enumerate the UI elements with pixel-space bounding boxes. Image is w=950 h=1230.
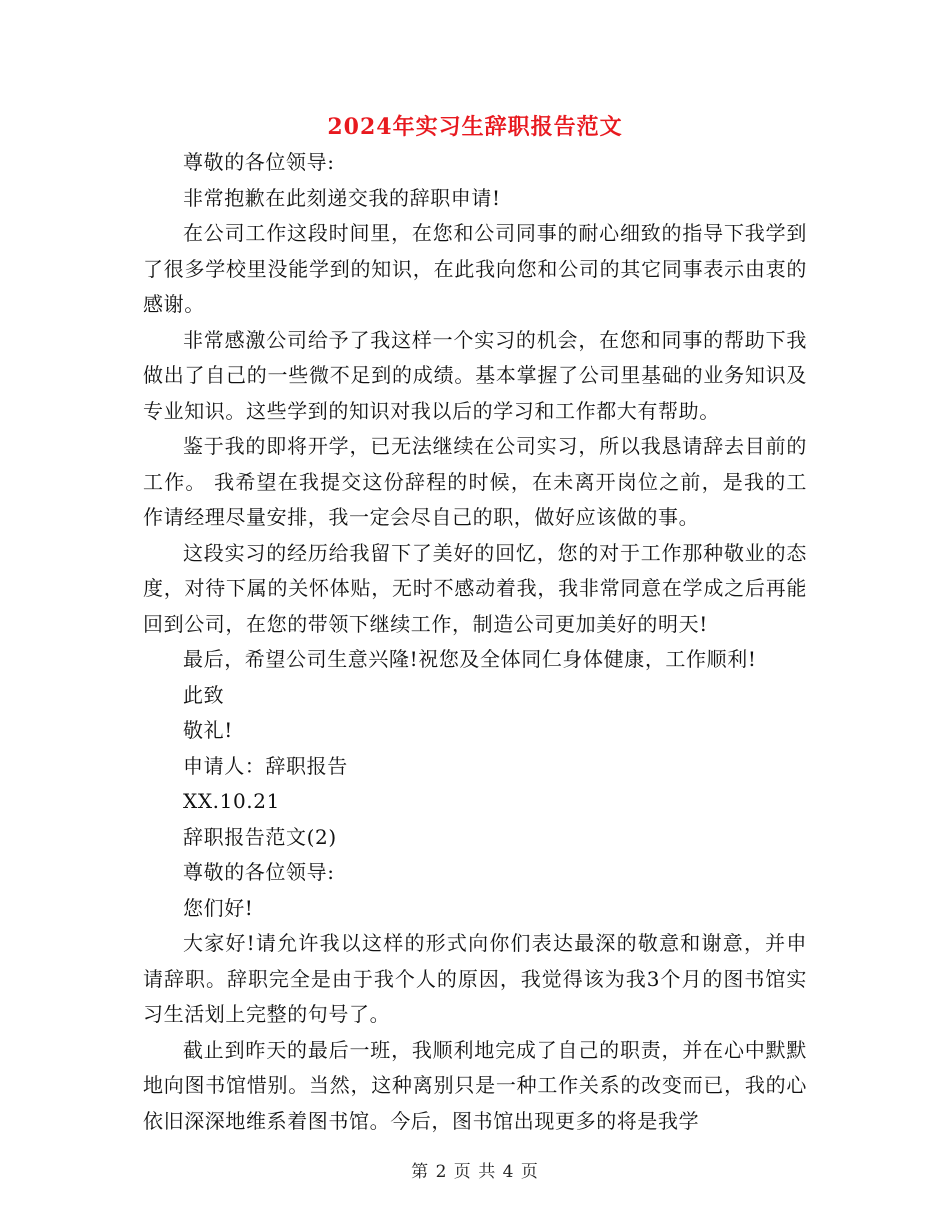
- paragraph: 这段实习的经历给我留下了美好的回忆，您的对于工作那种敬业的态度，对待下属的关怀体贴，无时不感动着我，我非常同意在学成之后再能回到公司，在您的带领下继续工作，制造公司更加美好的明天!: [143, 540, 807, 636]
- paragraph: 非常感激公司给予了我这样一个实习的机会，在您和同事的帮助下我做出了自己的一些微不足到的成绩。基本掌握了公司里基础的业务知识及专业知识。这些学到的知识对我以后的学习和工作都大有帮助。: [143, 327, 807, 423]
- paragraph: XX.10.21: [183, 789, 280, 813]
- paragraph: 此致: [183, 682, 225, 707]
- page-footer: 第 2 页 共 4 页: [411, 1162, 539, 1182]
- paragraph: 大家好!请允许我以这样的形式向你们表达最深的敬意和谢意，并申请辞职。辞职完全是由于我个人的原因，我觉得该为我3个月的图书馆实习生活划上完整的句号了。: [143, 931, 807, 1026]
- paragraph: 尊敬的各位领导:: [183, 150, 335, 174]
- paragraph: 辞职报告范文(2): [183, 824, 337, 849]
- document-body: [143, 145, 807, 1139]
- paragraph: 鉴于我的即将开学，已无法继续在公司实习，所以我恳请辞去目前的工作。 我希望在我提交这份辞程的时候，在未离开岗位之前，是我的工作请经理尽量安排，我一定会尽自己的职，做好应该做的事。: [143, 434, 807, 529]
- paragraph: 申请人：辞职报告: [183, 753, 348, 778]
- paragraph: 最后，希望公司生意兴隆!祝您及全体同仁身体健康，工作顺利!: [183, 647, 757, 671]
- paragraph: 截止到昨天的最后一班，我顺利地完成了自己的职责，并在心中默默地向图书馆惜别。当然，这种离别只是一种工作关系的改变而已，我的心依旧深深地维系着图书馆。今后，图书馆出现更多的将是我学: [143, 1037, 807, 1133]
- paragraph: 在公司工作这段时间里，在您和公司同事的耐心细致的指导下我学到了很多学校里没能学到的知识，在此我向您和公司的其它同事表示由衷的感谢。: [143, 221, 807, 316]
- paragraph: 您们好!: [183, 895, 254, 920]
- paragraph: 非常抱歉在此刻递交我的辞职申请!: [183, 185, 501, 210]
- paragraph: 尊敬的各位领导:: [183, 860, 335, 884]
- paragraph: 敬礼!: [183, 718, 233, 742]
- document-title: 2024年实习生辞职报告范文: [327, 114, 623, 140]
